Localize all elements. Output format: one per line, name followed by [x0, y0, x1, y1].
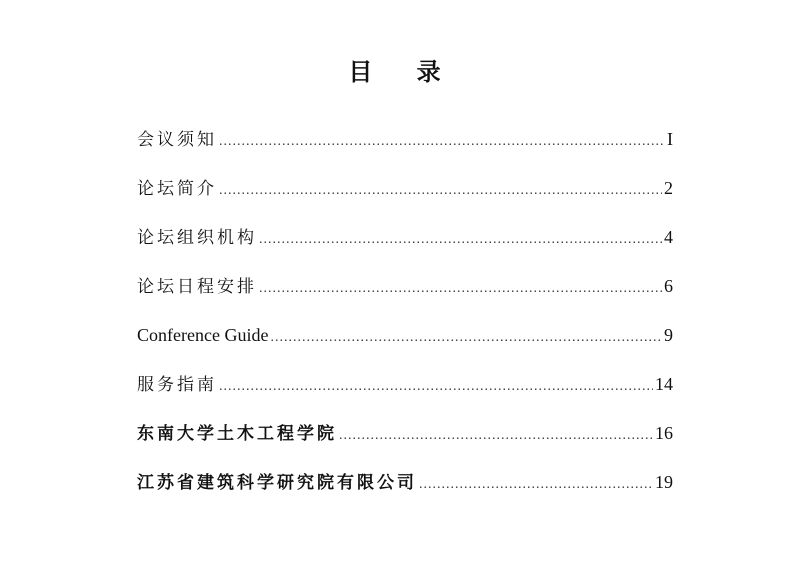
toc-entry-label: 服务指南 [137, 375, 217, 395]
toc-page-number: 19 [655, 472, 673, 492]
dot-leader [259, 226, 662, 254]
toc-entry-forum-intro[interactable] [137, 174, 673, 223]
toc-entry-conference-guide[interactable] [137, 321, 673, 370]
dot-leader [219, 177, 662, 205]
toc-entry-label: 江苏省建筑科学研究院有限公司 [137, 473, 417, 493]
toc-entry-meeting-notice[interactable] [137, 125, 673, 174]
toc-page-number: 6 [664, 276, 673, 296]
toc-entry-label: 论坛组织机构 [137, 228, 257, 248]
dot-leader [219, 373, 653, 401]
table-of-contents [137, 125, 673, 517]
toc-entry-jiangsu-research-institute[interactable] [137, 468, 673, 517]
toc-page-number: 14 [655, 374, 673, 394]
toc-entry-seu-civil-engineering[interactable] [137, 419, 673, 468]
toc-entry-label: 东南大学土木工程学院 [137, 424, 337, 444]
toc-entry-label: 会议须知 [137, 130, 217, 150]
toc-entry-label: 论坛日程安排 [137, 277, 257, 297]
dot-leader [419, 471, 653, 499]
toc-title: 目 录 [348, 57, 459, 86]
toc-entry-forum-schedule[interactable] [137, 272, 673, 321]
toc-page-number: 4 [664, 227, 673, 247]
toc-page-number: 2 [664, 178, 673, 198]
dot-leader [270, 324, 662, 352]
toc-page-number: I [667, 129, 673, 149]
dot-leader [259, 275, 662, 303]
toc-page-number: 9 [664, 325, 673, 345]
toc-entry-label: Conference Guide [137, 325, 269, 345]
dot-leader [219, 128, 665, 156]
dot-leader [339, 422, 653, 450]
toc-entry-forum-organization[interactable] [137, 223, 673, 272]
toc-entry-label: 论坛简介 [137, 179, 217, 199]
toc-page-number: 16 [655, 423, 673, 443]
toc-entry-service-guide[interactable] [137, 370, 673, 419]
